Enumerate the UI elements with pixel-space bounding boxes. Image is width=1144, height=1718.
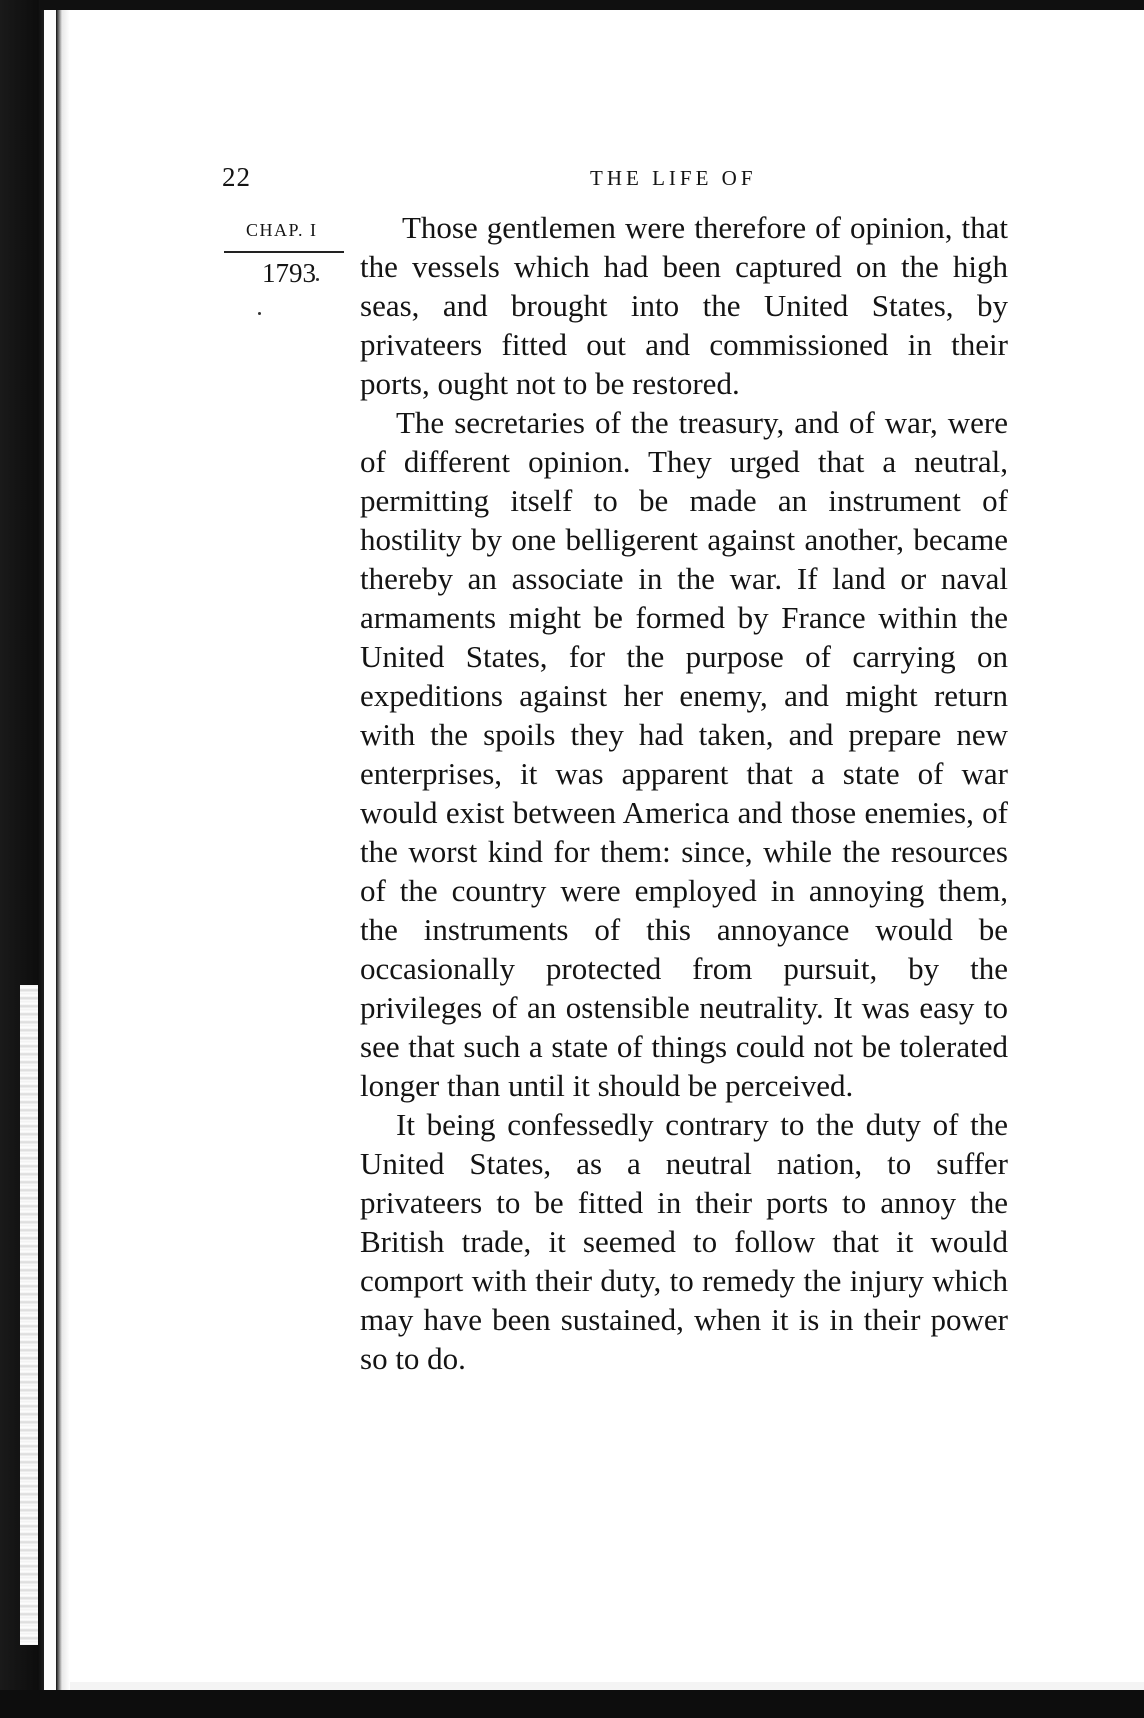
- paragraph: The secretaries of the treasury, and of war, were of different opinion. They urged that a neutral, permitting itself to be made an instrument of hostility by one belligerent against another, became thereby an associate in the war. If land or naval armaments might be formed by France within the United States, for the purpose of carrying on expeditions against her enemy, and might return with the spoils they had taken, and prepare new enterprises, it was apparent that a state of war would exist between America and those enemies, of the worst kind for them: since, while the resources of the country were employed in annoying them, the instruments of this annoyance would be occasionally protected from pursuit, by the privileges of an ostensible neutrality. It was easy to see that such a state of things could not be tolerated longer than until it should be perceived.: [360, 405, 1008, 1103]
- scan-left-gap: [44, 0, 56, 1718]
- scan-bottom-edge: [0, 1690, 1144, 1718]
- paragraph: Those gentlemen were therefore of opinion, that the vessels which had been captured on the high seas, and brought into the United States, by privateers fitted out and commissioned in their ports, ought not to be restored.: [360, 210, 1008, 401]
- margin-speck: [258, 312, 261, 315]
- margin-speck: [316, 278, 319, 281]
- margin-rule: [224, 251, 344, 253]
- margin-year: 1793: [262, 258, 316, 288]
- body-text: [360, 208, 1008, 1378]
- scan-left-streak: [20, 985, 38, 1645]
- running-head: THE LIFE OF: [590, 166, 757, 190]
- scan-top-edge: [40, 0, 1144, 10]
- paragraph: It being confessedly contrary to the duty of the United States, as a neutral nation, to suffer privateers to be fitted in their ports to annoy the British trade, it seemed to follow that it would comport with their duty, to remedy the injury which may have been sustained, when it is in their power so to do.: [360, 1107, 1008, 1376]
- page-number: 22: [222, 162, 251, 192]
- margin-chapter-label: CHAP. I: [246, 220, 318, 240]
